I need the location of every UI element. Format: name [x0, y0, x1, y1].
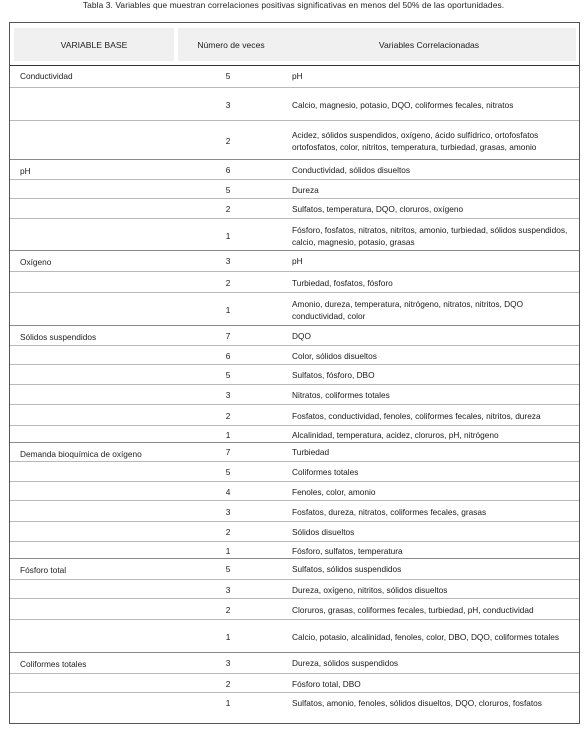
table-row	[10, 179, 579, 199]
base-variable: Oxígeno	[20, 257, 52, 267]
count-cell: 2	[225, 604, 231, 615]
count-cell: 7	[225, 330, 231, 341]
table-row	[10, 87, 579, 121]
count-cell: 2	[225, 410, 231, 421]
base-variable: Conductividad	[20, 71, 73, 81]
count-cell: 1	[225, 632, 231, 642]
count-cell: 1	[225, 430, 231, 440]
correlated-vars-cell: Sulfatos, temperatura, DQO, cloruros, oxígeno	[292, 204, 464, 214]
table-row	[10, 345, 579, 365]
count-cell: 2	[225, 136, 231, 146]
correlated-vars-cell: Amonio, dureza, temperatura, nitrógeno, nitratos, nitritos, DQO conductividad, color	[292, 299, 524, 321]
table-row	[10, 673, 579, 693]
correlated-vars-cell: Turbiedad, fosfatos, fósforo	[292, 277, 393, 288]
table-row	[10, 218, 579, 252]
count-cell: 3	[225, 506, 231, 517]
table-row	[10, 364, 579, 385]
count-cell: 5	[225, 564, 231, 574]
table-row	[10, 619, 579, 654]
correlated-vars-cell: pH	[292, 256, 303, 266]
count-cell: 1	[225, 230, 231, 241]
count-cell: 5	[225, 370, 231, 380]
base-variable: Fósforo total	[20, 565, 67, 575]
count-cell: 6	[225, 164, 231, 175]
correlated-vars-cell: Sulfatos, sólidos suspendidos	[292, 564, 402, 574]
correlated-vars-cell: Sulfatos, amonio, fenoles, sólidos disueltos, DQO, cloruros, fosfatos	[292, 698, 542, 708]
count-cell: 3	[225, 256, 231, 266]
table-group	[10, 326, 579, 443]
base-variable: Coliformes totales	[20, 659, 87, 669]
table-row	[10, 481, 579, 501]
count-cell: 2	[225, 277, 231, 288]
table-group	[10, 653, 579, 712]
table-row	[10, 384, 579, 405]
table-row	[10, 120, 579, 161]
table-row	[10, 579, 579, 599]
count-cell: 2	[225, 204, 231, 214]
table-group	[10, 251, 579, 326]
table-row	[10, 692, 579, 713]
table-caption: Tabla 3. Variables que muestran correlaciones positivas significativas en menos del 50% de las oportunidades.	[82, 0, 505, 10]
correlated-vars-cell: Nitratos, coliformes totales	[292, 390, 390, 400]
header-count: Número de veces	[178, 28, 284, 61]
correlated-vars-cell: DQO	[292, 330, 311, 341]
count-cell: 6	[225, 350, 231, 361]
correlated-vars-cell: Fósforo total, DBO	[292, 678, 361, 689]
table-row	[10, 292, 579, 327]
correlated-vars-cell: Calcio, magnesio, potasio, DQO, coliformes fecales, nitratos	[292, 99, 514, 110]
base-variable: pH	[20, 166, 31, 176]
correlated-vars-cell: pH	[292, 71, 303, 81]
table-group	[10, 559, 579, 653]
table-row	[10, 251, 579, 271]
count-cell: 1	[225, 305, 231, 315]
count-cell: 2	[225, 527, 231, 537]
correlated-vars-cell: Cloruros, grasas, coliformes fecales, turbiedad, pH, conductividad	[292, 604, 534, 615]
correlation-table	[9, 22, 580, 724]
count-cell: 7	[225, 447, 231, 457]
table-row	[10, 559, 579, 579]
table-group	[10, 160, 579, 251]
correlated-vars-cell: Calcio, potasio, alcalinidad, fenoles, color, DBO, DQO, coliformes totales	[292, 632, 560, 642]
table-row	[10, 461, 579, 482]
correlated-vars-cell: Sólidos disueltos	[292, 527, 355, 537]
count-cell: 1	[225, 698, 231, 708]
correlated-vars-cell: Coliformes totales	[292, 467, 359, 477]
table-row	[10, 500, 579, 522]
table-row	[10, 160, 579, 179]
count-cell: 3	[225, 658, 231, 668]
correlated-vars-cell: Turbiedad	[292, 447, 330, 457]
correlated-vars-cell: Dureza	[292, 184, 319, 195]
correlated-vars-cell: Fosfatos, conductividad, fenoles, coliformes fecales, nitritos, dureza	[292, 410, 541, 421]
table-row	[10, 425, 579, 444]
correlated-vars-cell: Acidez, sólidos suspendidos, oxígeno, ácido sulfídrico, ortofosfatos ortofosfatos, color, nitritos, temperatura, turbiedad, grasas, amonio	[292, 130, 539, 152]
correlated-vars-cell: Conductividad, sólidos disueltos	[292, 164, 411, 175]
header-vars: Variables Correlacionadas	[282, 28, 576, 61]
table-group	[10, 65, 579, 160]
base-variable: Demanda bioquímica de oxígeno	[20, 449, 142, 459]
table-row	[10, 541, 579, 560]
count-cell: 5	[225, 467, 231, 477]
table-row	[10, 326, 579, 345]
count-cell: 5	[225, 184, 231, 195]
correlated-vars-cell: Fósforo, sulfatos, temperatura	[292, 546, 403, 556]
correlated-vars-cell: Color, sólidos disueltos	[292, 350, 377, 361]
correlated-vars-cell: Fosfatos, dureza, nitratos, coliformes fecales, grasas	[292, 506, 487, 517]
correlated-vars-cell: Dureza, sólidos suspendidos	[292, 658, 399, 668]
table-row	[10, 443, 579, 461]
count-cell: 2	[225, 678, 231, 689]
table-row	[10, 65, 579, 87]
count-cell: 4	[225, 486, 231, 497]
table-row	[10, 404, 579, 426]
base-variable: Sólidos suspendidos	[20, 332, 97, 342]
table-row	[10, 521, 579, 542]
count-cell: 5	[225, 71, 231, 81]
table-row	[10, 271, 579, 293]
header-base: VARIABLE BASE	[14, 28, 174, 61]
correlated-vars-cell: Sulfatos, fósforo, DBO	[292, 370, 375, 380]
table-row	[10, 198, 579, 219]
table-body	[10, 65, 579, 712]
count-cell: 3	[225, 584, 231, 595]
correlated-vars-cell: Dureza, oxígeno, nitritos, sólidos disueltos	[292, 584, 448, 595]
count-cell: 1	[225, 546, 231, 556]
correlated-vars-cell: Fósforo, fosfatos, nitratos, nitritos, amonio, turbiedad, sólidos suspendidos, calcio, magnesio, potasio, grasas	[292, 224, 568, 247]
count-cell: 3	[225, 99, 231, 110]
table-header	[10, 23, 579, 66]
count-cell: 3	[225, 390, 231, 400]
correlated-vars-cell: Fenoles, color, amonio	[292, 486, 376, 497]
correlated-vars-cell: Alcalinidad, temperatura, acidez, cloruros, pH, nitrógeno	[292, 430, 499, 440]
table-group	[10, 443, 579, 559]
table-row	[10, 653, 579, 673]
table-row	[10, 598, 579, 620]
